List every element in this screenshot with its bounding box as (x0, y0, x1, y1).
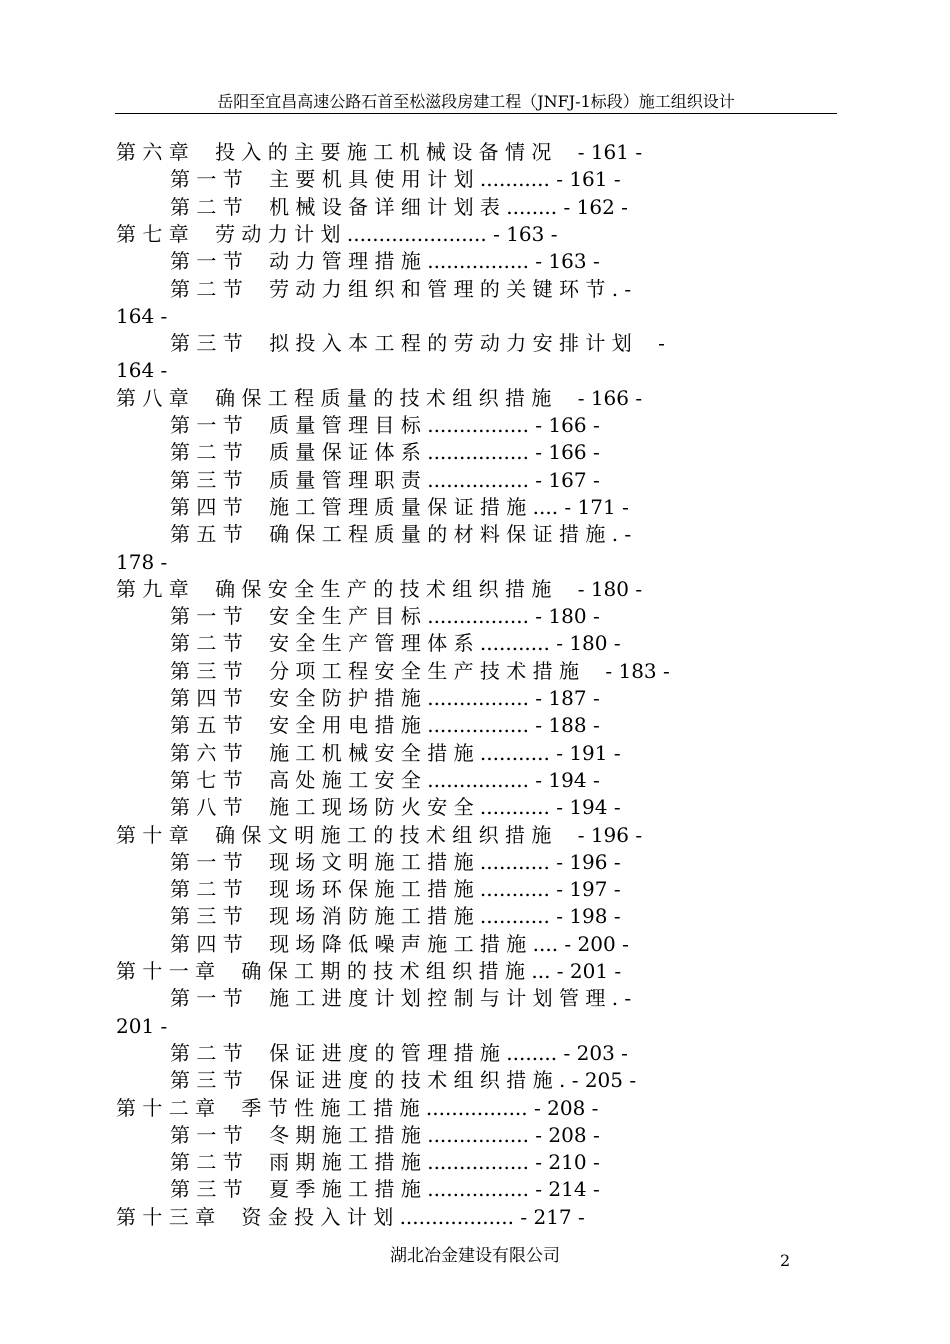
toc-chapter-entry[interactable]: 第 十 三 章 资 金 投 入 计 划 .................. - 217 - (116, 1204, 585, 1229)
toc-page-continuation[interactable]: 201 - (116, 1013, 168, 1038)
toc-chapter-entry[interactable]: 第 六 章 投 入 的 主 要 施 工 机 械 设 备 情 况 - 161 - (116, 140, 643, 164)
toc-section-entry[interactable]: 第 一 节 现 场 文 明 施 工 措 施 ........... - 196 - (170, 849, 621, 874)
toc-section-entry[interactable]: 第 三 节 夏 季 施 工 措 施 ................ - 214 - (170, 1177, 600, 1202)
footer-company: 湖北冶金建设有限公司 (390, 1246, 560, 1266)
toc-page-continuation[interactable]: 178 - (116, 549, 168, 574)
toc-section-entry[interactable]: 第 六 节 施 工 机 械 安 全 措 施 ........... - 191 - (170, 740, 621, 765)
toc-page-continuation[interactable]: 164 - (116, 358, 168, 383)
page-header-title: 岳阳至宜昌高速公路石首至松滋段房建工程（JNFJ-1标段）施工组织设计 (217, 92, 735, 111)
toc-chapter-entry[interactable]: 第 十 二 章 季 节 性 施 工 措 施 ................ - 208 - (116, 1095, 599, 1120)
toc-section-entry[interactable]: 第 八 节 施 工 现 场 防 火 安 全 ........... - 194 - (170, 795, 621, 820)
toc-section-entry[interactable]: 第 五 节 安 全 用 电 措 施 ................ - 188 - (170, 713, 600, 738)
toc-section-entry[interactable]: 第 一 节 冬 期 施 工 措 施 ................ - 208 - (170, 1122, 600, 1147)
toc-section-entry[interactable]: 第 二 节 质 量 保 证 体 系 ................ - 166 - (170, 440, 600, 465)
toc-page-continuation[interactable]: 164 - (116, 303, 168, 328)
toc-section-entry[interactable]: 第 一 节 主 要 机 具 使 用 计 划 ........... - 161 - (170, 167, 621, 192)
toc-chapter-entry[interactable]: 第 十 章 确 保 文 明 施 工 的 技 术 组 织 措 施 - 196 - (116, 822, 643, 847)
toc-chapter-entry[interactable]: 第 八 章 确 保 工 程 质 量 的 技 术 组 织 措 施 - 166 - (116, 385, 643, 410)
toc-section-entry[interactable]: 第 四 节 安 全 防 护 措 施 ................ - 187 - (170, 686, 600, 710)
toc-section-entry[interactable]: 第 三 节 拟 投 入 本 工 程 的 劳 动 力 安 排 计 划 - (170, 331, 665, 356)
toc-section-entry[interactable]: 第 一 节 安 全 生 产 目 标 ................ - 180 - (170, 604, 600, 629)
toc-section-entry[interactable]: 第 一 节 动 力 管 理 措 施 ................ - 163 - (170, 249, 600, 274)
toc-section-entry[interactable]: 第 五 节 确 保 工 程 质 量 的 材 料 保 证 措 施 . - (170, 522, 632, 547)
toc-section-entry[interactable]: 第 三 节 分 项 工 程 安 全 生 产 技 术 措 施 - 183 - (170, 658, 670, 683)
toc-chapter-entry[interactable]: 第 十 一 章 确 保 工 期 的 技 术 组 织 措 施 ... - 201 - (116, 959, 622, 983)
toc-section-entry[interactable]: 第 二 节 雨 期 施 工 措 施 ................ - 210 - (170, 1150, 600, 1175)
header-rule (115, 113, 837, 114)
toc-section-entry[interactable]: 第 二 节 劳 动 力 组 织 和 管 理 的 关 键 环 节 . - (170, 276, 632, 301)
toc-section-entry[interactable]: 第 一 节 施 工 进 度 计 划 控 制 与 计 划 管 理 . - (170, 986, 632, 1011)
toc-section-entry[interactable]: 第 三 节 质 量 管 理 职 责 ................ - 167 - (170, 467, 600, 492)
toc-section-entry[interactable]: 第 二 节 安 全 生 产 管 理 体 系 ........... - 180 - (170, 631, 621, 656)
toc-section-entry[interactable]: 第 七 节 高 处 施 工 安 全 ................ - 194 - (170, 767, 600, 792)
toc-section-entry[interactable]: 第 四 节 现 场 降 低 噪 声 施 工 措 施 .... - 200 - (170, 931, 629, 956)
toc-section-entry[interactable]: 第 二 节 现 场 环 保 施 工 措 施 ........... - 197 - (170, 877, 621, 902)
toc-section-entry[interactable]: 第 三 节 现 场 消 防 施 工 措 施 ........... - 198 - (170, 904, 621, 929)
toc-section-entry[interactable]: 第 二 节 保 证 进 度 的 管 理 措 施 ........ - 203 - (170, 1040, 628, 1065)
toc-section-entry[interactable]: 第 二 节 机 械 设 备 详 细 计 划 表 ........ - 162 - (170, 194, 628, 219)
toc-chapter-entry[interactable]: 第 七 章 劳 动 力 计 划 ...................... - 163 - (116, 221, 558, 246)
toc-chapter-entry[interactable]: 第 九 章 确 保 安 全 生 产 的 技 术 组 织 措 施 - 180 - (116, 576, 643, 601)
toc-section-entry[interactable]: 第 一 节 质 量 管 理 目 标 ................ - 166 - (170, 413, 600, 437)
page-number: 2 (780, 1251, 791, 1270)
toc-section-entry[interactable]: 第 三 节 保 证 进 度 的 技 术 组 织 措 施 . - 205 - (170, 1068, 637, 1093)
toc-section-entry[interactable]: 第 四 节 施 工 管 理 质 量 保 证 措 施 .... - 171 - (170, 494, 629, 519)
